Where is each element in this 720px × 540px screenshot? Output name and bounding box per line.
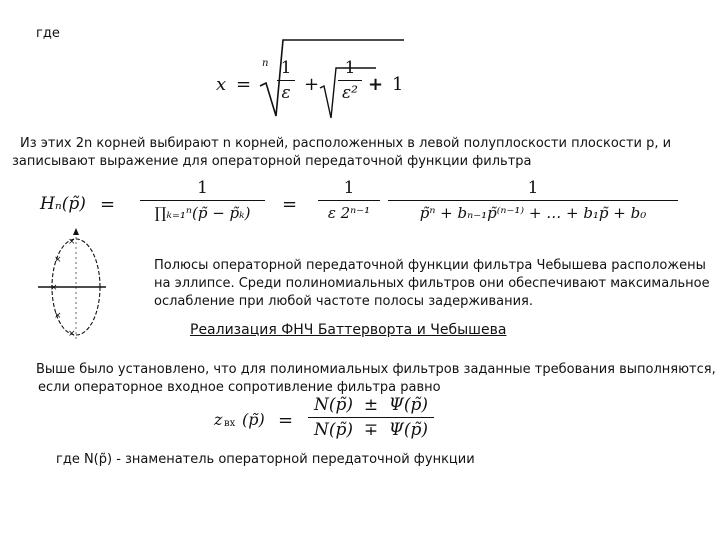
formula-h-fraction-3: 1 p̃ⁿ + bₙ₋₁p̃⁽ⁿ⁻¹⁾ + … + b₁p̃ + b₀ — [388, 178, 678, 223]
formula-x-root-index: n — [262, 58, 269, 69]
pole-marker-icon: × — [50, 283, 58, 293]
pole-marker-icon: × — [54, 311, 62, 321]
formula-h-equals-2: = — [282, 194, 298, 215]
intro-where-text: где — [36, 26, 60, 41]
formula-x-lhs: x — [216, 74, 227, 95]
formula-z-equals: = — [278, 410, 294, 431]
formula-x-fraction-2: 1 ε² — [338, 58, 362, 103]
paragraph-2-line-3: ослабление при любой частоте полосы задерживания. — [154, 294, 534, 309]
formula-x-equals: = — [236, 74, 252, 95]
paragraph-3-line-1: Выше было установлено, что для полиномиальных фильтров заданные требования выполняются, — [36, 362, 716, 377]
formula-h-fraction-1: 1 ∏ₖ₌₁ⁿ(p̃ − p̃ₖ) — [140, 178, 265, 223]
paragraph-1-line-1: Из этих 2n корней выбирают n корней, расположенных в левой полуплоскости плоскости p, и — [20, 136, 672, 151]
formula-z-lhs-argument: (p̃) — [242, 410, 265, 429]
formula-x-fraction-1: 1 ε — [277, 58, 295, 103]
pole-marker-icon: × — [54, 255, 62, 265]
formula-h-fraction-2: 1 ε 2ⁿ⁻¹ — [318, 178, 380, 223]
formula-z-fraction: N(p̃) ± Ψ(p̃) N(p̃) ∓ Ψ(p̃) — [308, 395, 434, 440]
pole-ellipse-diagram — [36, 228, 116, 346]
formula-z-lhs-subscript: вх — [224, 418, 236, 429]
paragraph-2-line-2: на эллипсе. Среди полиномиальных фильтров они обеспечивают максимальное — [154, 276, 710, 291]
pole-marker-icon: × — [68, 329, 76, 339]
formula-x-plus-1: + — [304, 74, 320, 95]
formula-x-term-3: 1 — [392, 74, 404, 95]
footnote-text: где N(p̃) - знаменатель операторной передаточной функции — [56, 452, 475, 467]
paragraph-1-line-2: записывают выражение для операторной передаточной функции фильтра — [12, 154, 532, 169]
formula-z-lhs: z — [214, 410, 223, 429]
formula-x-plus-2: + — [368, 74, 384, 95]
paragraph-2-line-1: Полюсы операторной передаточной функции фильтра Чебышева расположены — [154, 258, 706, 273]
section-heading: Реализация ФНЧ Баттерворта и Чебышева — [190, 322, 507, 338]
paragraph-3-line-2: если операторное входное сопротивление фильтра равно — [38, 380, 441, 395]
axis-arrow-icon — [73, 228, 79, 235]
formula-h-lhs: Hₙ(p̃) — [40, 194, 86, 214]
formula-h-equals-1: = — [100, 194, 116, 215]
pole-marker-icon: × — [68, 237, 76, 247]
